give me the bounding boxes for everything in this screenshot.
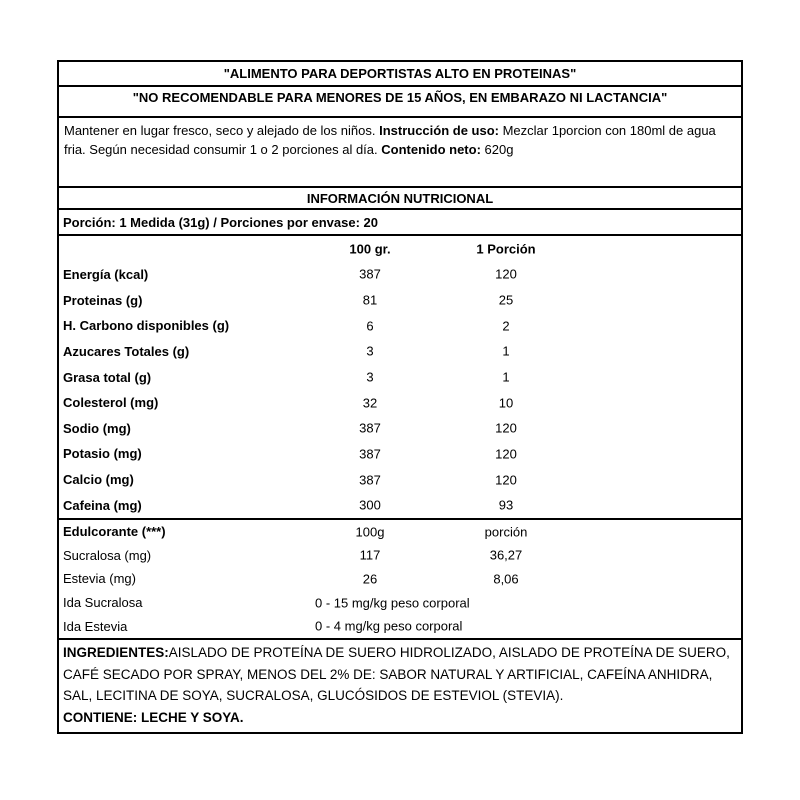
ida-label: Ida Estevia <box>63 618 128 634</box>
sweetener-value-portion: 36,27 <box>489 547 523 563</box>
sweetener-row-sucralosa <box>59 544 741 568</box>
nutrient-row-potasio <box>59 441 741 467</box>
nutrient-value-100g: 3 <box>366 343 374 359</box>
nutrient-value-100g: 3 <box>366 369 374 385</box>
sweetener-value-portion: 8,06 <box>493 571 519 587</box>
ingredients-label: INGREDIENTES: <box>63 645 169 660</box>
sweetener-section-label: Edulcorante (***) <box>63 524 166 540</box>
serving-info: Porción: 1 Medida (31g) / Porciones por envase: 20 <box>59 210 741 236</box>
nutrition-table <box>59 236 741 520</box>
nutrition-label <box>57 60 743 734</box>
nutrient-label: Energía (kcal) <box>63 266 149 282</box>
nutrient-value-portion: 120 <box>495 420 517 436</box>
nutrient-value-100g: 387 <box>359 420 381 436</box>
nutrient-value-100g: 387 <box>359 446 381 462</box>
nutrient-value-portion: 120 <box>495 472 517 488</box>
table-header-row <box>59 236 741 262</box>
nutrient-value-100g: 387 <box>359 266 381 282</box>
nutrient-row-cafeina <box>59 492 741 518</box>
sweetener-label: Sucralosa (mg) <box>63 547 152 563</box>
sweetener-column-portion: porción <box>484 524 528 540</box>
nutrient-value-portion: 2 <box>502 318 510 334</box>
nutrition-section-title: INFORMACIÓN NUTRICIONAL <box>59 188 741 210</box>
nutrient-row-grasa <box>59 364 741 390</box>
nutrient-row-energia <box>59 262 741 288</box>
nutrient-label: Sodio (mg) <box>63 420 131 436</box>
nutrient-row-calcio <box>59 467 741 493</box>
ingredients-section <box>59 640 741 732</box>
sweetener-value-100g: 26 <box>362 571 378 587</box>
sweetener-value-100g: 117 <box>359 547 381 563</box>
nutrient-value-portion: 120 <box>495 266 517 282</box>
nutrient-row-proteinas <box>59 287 741 313</box>
nutrient-label: Cafeina (mg) <box>63 497 142 513</box>
nutrient-label: Grasa total (g) <box>63 369 152 385</box>
nutrient-label: Colesterol (mg) <box>63 395 159 411</box>
nutrient-value-100g: 387 <box>359 472 381 488</box>
column-header-100g: 100 gr. <box>349 241 391 257</box>
ida-row-estevia <box>59 614 741 638</box>
nutrient-label: Potasio (mg) <box>63 446 142 462</box>
sweetener-column-100g: 100g <box>355 524 385 540</box>
nutrient-row-sodio <box>59 415 741 441</box>
storage-text: Mantener en lugar fresco, seco y alejado de los niños. <box>64 123 380 138</box>
nutrient-value-portion: 93 <box>498 497 514 513</box>
sweetener-label: Estevia (mg) <box>63 571 136 587</box>
contains-statement: CONTIENE: LECHE Y SOYA. <box>63 709 244 725</box>
nutrient-value-100g: 300 <box>359 497 381 513</box>
ingredients-text: AISLADO DE PROTEÍNA DE SUERO HIDROLIZADO, AISLADO DE PROTEÍNA DE SUERO, CAFÉ SECADO POR SPRAY, MENOS DEL 2% DE: SABOR NATURAL Y ARTIFICIAL, CAFEÍNA ANHIDRA, SAL, LECITINA DE SOYA, SUCRALOSA, GLUCÓSIDOS DE ESTEVIOL (STEVIA). <box>63 645 730 703</box>
product-claim: "ALIMENTO PARA DEPORTISTAS ALTO EN PROTEINAS" <box>59 62 741 87</box>
sweeteners-table <box>59 520 741 640</box>
nutrient-label: Proteinas (g) <box>63 292 143 308</box>
nutrient-row-azucares <box>59 339 741 365</box>
usage-instructions-label: Instrucción de uso: <box>379 123 499 138</box>
ida-value: 0 - 4 mg/kg peso corporal <box>315 618 463 634</box>
nutrient-label: Calcio (mg) <box>63 472 134 488</box>
age-warning: "NO RECOMENDABLE PARA MENORES DE 15 AÑOS, EN EMBARAZO NI LACTANCIA" <box>59 87 741 118</box>
nutrient-value-portion: 120 <box>495 446 517 462</box>
nutrient-label: Azucares Totales (g) <box>63 343 190 359</box>
ida-label: Ida Sucralosa <box>63 595 143 611</box>
net-content-label: Contenido neto: <box>381 142 481 157</box>
usage-instructions-text: Mezclar 1porcion con 180ml de agua fria. Según necesidad consumir 1 o 2 porciones al día. <box>64 123 716 157</box>
nutrient-value-portion: 1 <box>502 369 510 385</box>
nutrient-value-portion: 10 <box>498 395 514 411</box>
nutrient-row-colesterol <box>59 390 741 416</box>
nutrient-value-100g: 32 <box>362 395 378 411</box>
nutrient-row-carbono <box>59 313 741 339</box>
storage-instructions <box>59 118 741 188</box>
nutrient-value-100g: 6 <box>366 318 374 334</box>
sweetener-header-row <box>59 520 741 544</box>
net-content-value: 620g <box>480 142 514 157</box>
sweetener-row-estevia <box>59 567 741 591</box>
nutrient-value-portion: 25 <box>498 292 514 308</box>
nutrient-value-100g: 81 <box>362 292 378 308</box>
ida-row-sucralosa <box>59 591 741 615</box>
column-header-portion: 1 Porción <box>476 241 536 257</box>
nutrient-label: H. Carbono disponibles (g) <box>63 318 230 334</box>
nutrient-value-portion: 1 <box>502 343 510 359</box>
ida-value: 0 - 15 mg/kg peso corporal <box>315 595 470 611</box>
